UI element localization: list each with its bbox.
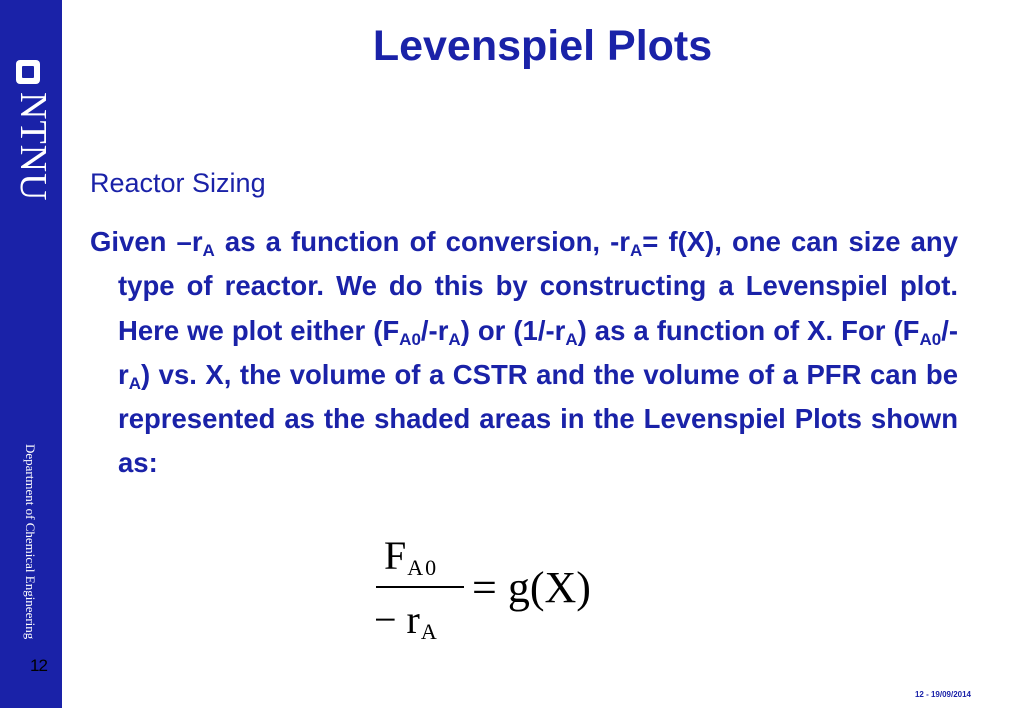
paragraph-subscript: A [448, 329, 461, 349]
footer-date: 12 - 19/09/2014 [914, 690, 971, 699]
numerator-subscript: A0 [407, 555, 439, 580]
logo-text: NTNU [12, 92, 54, 202]
paragraph-text: /-r [118, 314, 958, 390]
paragraph-text: /-r [420, 314, 449, 346]
slide-title: Levenspiel Plots [372, 22, 713, 70]
sidebar [0, 0, 62, 708]
denominator-subscript: A [420, 619, 439, 644]
paragraph-text: as a function of conversion, -r [214, 226, 630, 257]
numerator-symbol: F [384, 533, 407, 578]
equation-rhs: = g(X) [472, 563, 591, 612]
equation-denominator [374, 596, 439, 645]
paragraph-subscript: A [565, 329, 578, 349]
slide-subtitle: Reactor Sizing [90, 168, 266, 198]
page-number: 12 [30, 656, 47, 675]
paragraph-subscript: A0 [399, 329, 421, 349]
paragraph-text: ) or (1/-r [460, 314, 566, 346]
body-paragraph [90, 220, 958, 486]
paragraph-text: Given –r [90, 226, 203, 257]
paragraph-subscript: A [128, 373, 141, 393]
equation-numerator [384, 532, 438, 581]
denominator-symbol: − r [374, 597, 420, 642]
paragraph-text: ) as a function of X. For (F [577, 314, 920, 346]
department-label: Department of Chemical Engineering [23, 444, 38, 640]
ntnu-logo-icon [16, 60, 40, 84]
fraction-bar [376, 586, 464, 588]
paragraph-text: = f(X), one can size any type of reactor. We do this by constructing a Levenspiel plot. Here we plot either (F [118, 226, 958, 346]
paragraph-subscript: A [202, 241, 215, 260]
paragraph-subscript: A [629, 241, 643, 260]
paragraph-subscript: A0 [919, 329, 942, 349]
equation [368, 532, 628, 657]
paragraph-text: ) vs. X, the volume of a CSTR and the volume of a PFR can be represented as the shaded areas in the Levenspiel Plots shown as: [118, 358, 958, 479]
